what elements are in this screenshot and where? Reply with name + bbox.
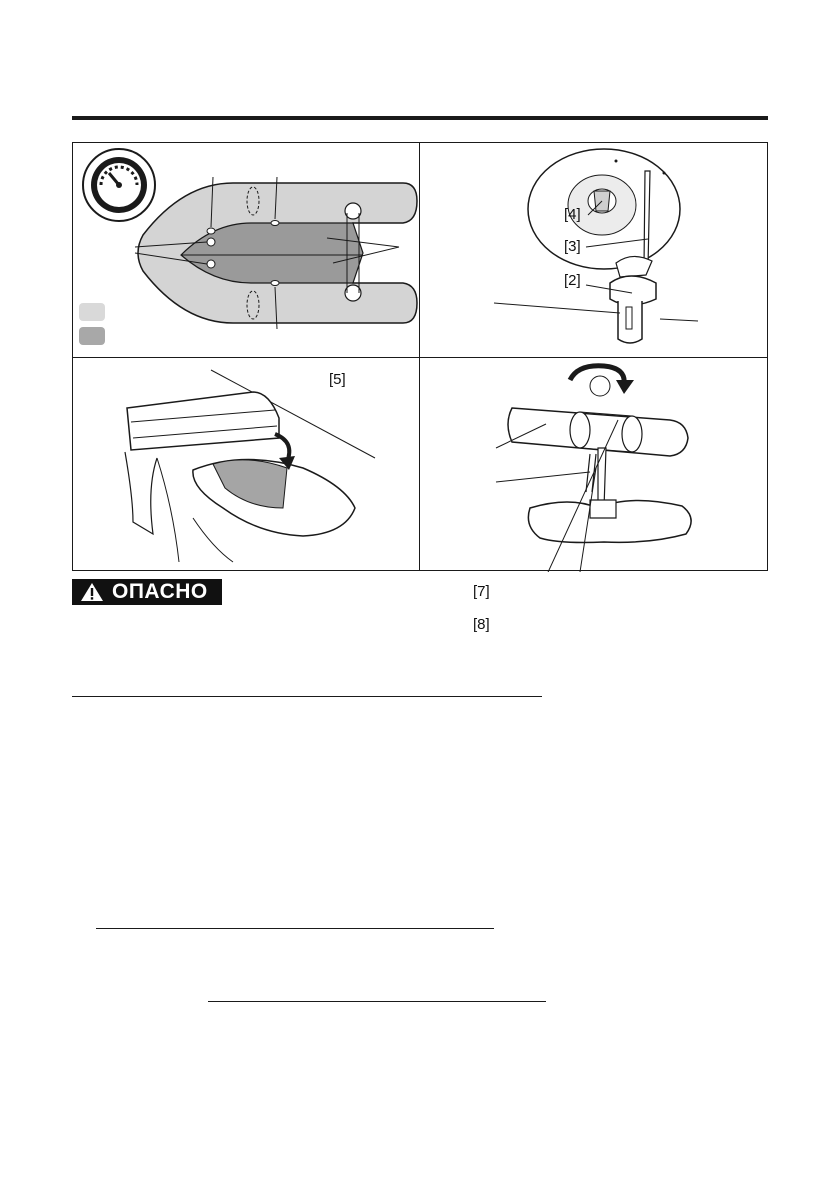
callout-4: [4] [564,206,581,223]
text-underline-2 [96,928,494,929]
text-underline-3 [208,1001,546,1002]
callout-3: [3] [564,238,581,255]
danger-label: ОПАСНО [112,580,208,603]
callout-2: [2] [564,272,581,289]
callout-8: [8] [473,616,490,633]
callout-5: [5] [329,371,346,388]
text-underline-1 [72,696,542,697]
danger-warning-badge [72,579,222,605]
callout-7: [7] [473,583,490,600]
warning-triangle-icon [80,582,104,602]
